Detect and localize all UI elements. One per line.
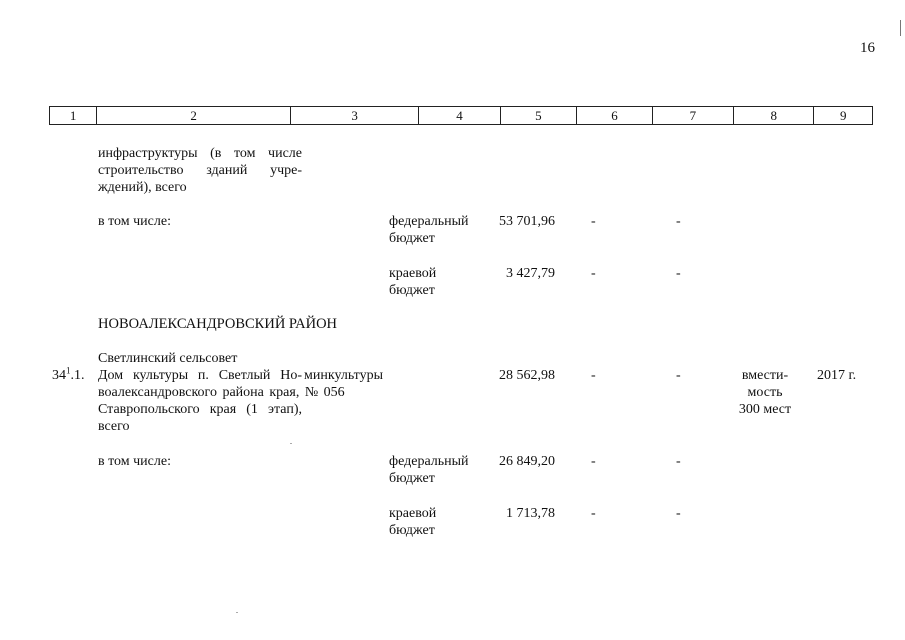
entry2-fed-budget-line-2: бюджет — [389, 471, 435, 486]
col-num-8: 8 — [733, 107, 813, 124]
page-edge-mark — [900, 20, 901, 36]
entry1-fed-col7: - — [676, 214, 681, 229]
entry1-including-label: в том числе: — [98, 214, 171, 229]
col-num-2: 2 — [96, 107, 290, 124]
entry2-desc-line-3: воалександровского района края, № 056 — [98, 385, 345, 400]
entry2-fed-col7: - — [676, 454, 681, 469]
entry2-number-superscript: 1 — [66, 365, 71, 376]
entry2-desc-line-2: Дом культуры п. Светлый Но- — [98, 368, 302, 383]
entry1-reg-amount: 3 427,79 — [506, 266, 555, 281]
entry2-capacity-line-3: 300 мест — [738, 402, 792, 417]
scan-speck — [236, 612, 238, 613]
page-number: 16 — [860, 40, 875, 56]
entry1-fed-amount: 53 701,96 — [499, 214, 555, 229]
entry2-fed-budget-line-1: федеральный — [389, 454, 469, 469]
entry1-reg-budget-line-1: краевой — [389, 266, 437, 281]
entry2-reg-budget-line-2: бюджет — [389, 523, 435, 538]
entry2-capacity-line-1: вмести- — [741, 368, 789, 383]
entry1-reg-budget-line-2: бюджет — [389, 283, 435, 298]
col-num-6: 6 — [576, 107, 652, 124]
district-heading: НОВОАЛЕКСАНДРОВСКИЙ РАЙОН — [98, 316, 338, 332]
entry1-reg-col7: - — [676, 266, 681, 281]
col-num-3: 3 — [290, 107, 418, 124]
column-number-header — [49, 106, 873, 125]
entry2-capacity-line-2: мость — [747, 385, 783, 400]
entry2-number-base: 34 — [52, 368, 66, 383]
entry1-desc-line-1: инфраструктуры (в том числе — [98, 146, 302, 161]
entry1-reg-col6: - — [591, 266, 596, 281]
entry2-including-label: в том числе: — [98, 454, 171, 469]
scan-speck — [290, 443, 292, 444]
entry2-fed-col6: - — [591, 454, 596, 469]
entry2-desc-line-1: Светлинский сельсовет — [98, 351, 238, 366]
entry2-fed-amount: 26 849,20 — [499, 454, 555, 469]
entry2-desc-line-5: всего — [98, 419, 130, 434]
entry2-reg-col6: - — [591, 506, 596, 521]
entry1-fed-budget-line-2: бюджет — [389, 231, 435, 246]
entry2-col6: - — [591, 368, 596, 383]
col-num-9: 9 — [813, 107, 872, 124]
entry1-fed-col6: - — [591, 214, 596, 229]
entry2-number-suffix: .1. — [70, 368, 85, 383]
col-num-7: 7 — [652, 107, 733, 124]
entry1-fed-budget-line-1: федеральный — [389, 214, 469, 229]
col-num-1: 1 — [69, 108, 77, 123]
col-num-5: 5 — [500, 107, 577, 124]
entry2-reg-col7: - — [676, 506, 681, 521]
entry1-desc-line-2: строительство зданий учре- — [98, 163, 302, 178]
entry2-reg-amount: 1 713,78 — [506, 506, 555, 521]
entry2-responsible: минкультуры — [304, 368, 384, 383]
entry2-desc-line-4: Ставропольского края (1 этап), — [98, 402, 302, 417]
col-num-4: 4 — [418, 107, 499, 124]
entry1-desc-line-3: ждений), всего — [98, 180, 187, 195]
entry2-year: 2017 г. — [817, 368, 857, 383]
entry2-col7: - — [676, 368, 681, 383]
entry2-reg-budget-line-1: краевой — [389, 506, 437, 521]
entry2-amount: 28 562,98 — [499, 368, 555, 383]
entry2-number — [52, 367, 85, 384]
